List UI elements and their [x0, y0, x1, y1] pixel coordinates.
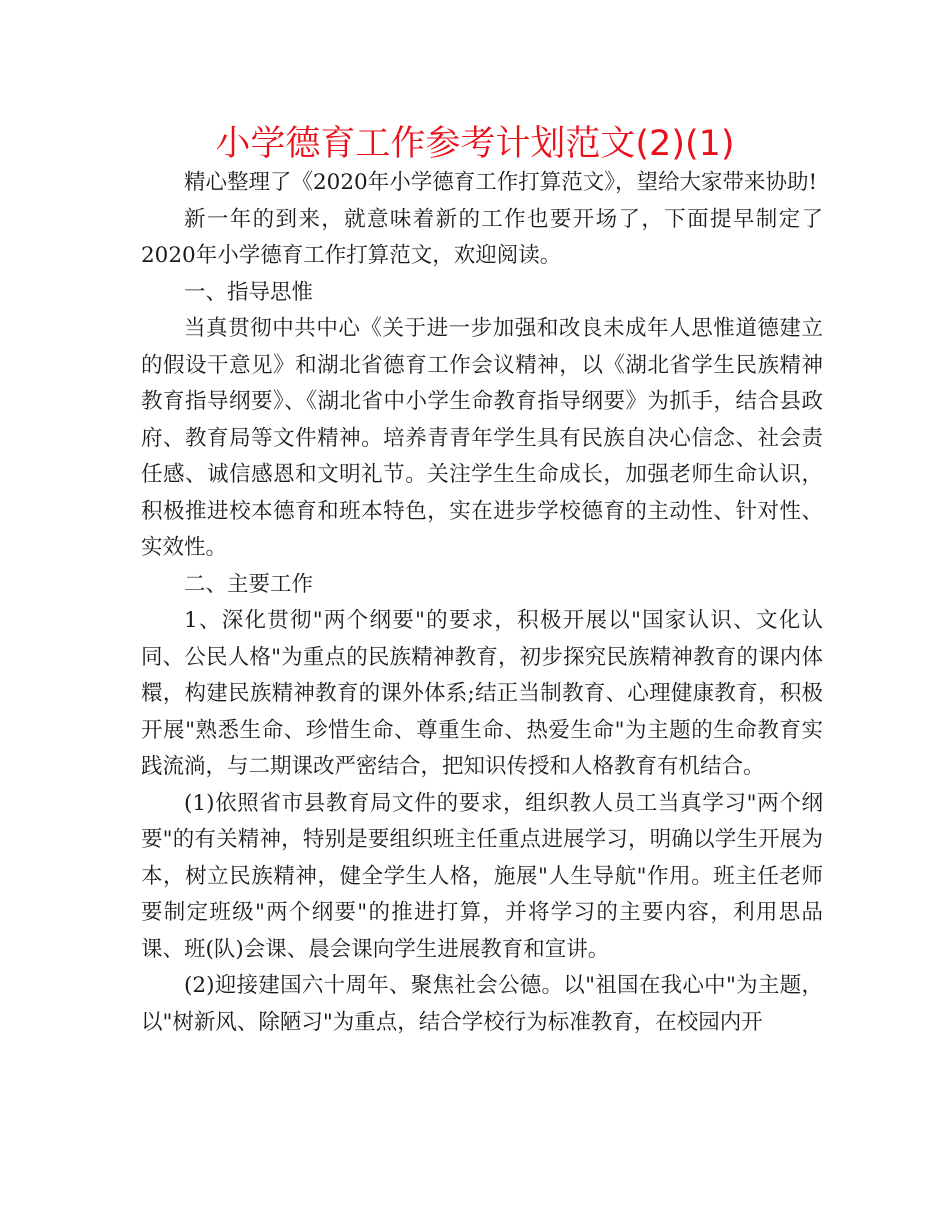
section-heading-main-work: 二、主要工作	[184, 571, 314, 597]
paragraph-subitem-2: (2)迎接建国六十周年、聚焦社会公德。以"祖国在我心中"为主题，以"树新风、除陋习"为重点，结合学校行为标准教育，在校园内开	[141, 973, 823, 1035]
paragraph-guiding-thought: 当真贯彻中共中心《关于进一步加强和改良未成年人思惟道德建立的假设干意见》和湖北省德育工作会议精神，以《湖北省学生民族精神教育指导纲要》、《湖北省中小学生命教育指导纲要》为抓手，结合县政府、教育局等文件精神。培养青青年学生具有民族自决心信念、社会责任感、诚信感恩和文明礼节。关注学生生命成长，加强老师生命认识，积极推进校本德育和班本特色，实在进步学校德育的主动性、针对性、实效性。	[141, 316, 823, 560]
paragraph-new-year: 新一年的到来，就意味着新的工作也要开场了，下面提早制定了2020年小学德育工作打算范文，欢迎阅读。	[141, 206, 823, 268]
document-body	[141, 165, 823, 1041]
paragraph-subitem-1: (1)依照省市县教育局文件的要求，组织教人员工当真学习"两个纲要"的有关精神，特别是要组织班主任重点进展学习，明确以学生开展为本，树立民族精神，健全学生人格，施展"人生导航"作用。班主任老师要制定班级"两个纲要"的推进打算，并将学习的主要内容，利用思品课、班(队)会课、晨会课向学生进展教育和宣讲。	[141, 790, 823, 962]
document-title: 小学德育工作参考计划范文(2)(1)	[215, 124, 735, 164]
paragraph-item-1: 1、深化贯彻"两个纲要"的要求，积极开展以"国家认识、文化认同、公民人格"为重点的民族精神教育，初步探究民族精神教育的课内体糫，构建民族精神教育的课外体系;结正当制教育、心理健康教育，积极开展"熟悉生命、珍惜生命、尊重生命、热爱生命"为主题的生命教育实践流淌，与二期课改严密结合，把知识传授和人格教育有机结合。	[141, 608, 823, 779]
section-heading-guiding-thought: 一、指导思惟	[184, 279, 314, 305]
paragraph-intro: 精心整理了《2020年小学德育工作打算范文》，望给大家带来协助!	[184, 170, 818, 195]
